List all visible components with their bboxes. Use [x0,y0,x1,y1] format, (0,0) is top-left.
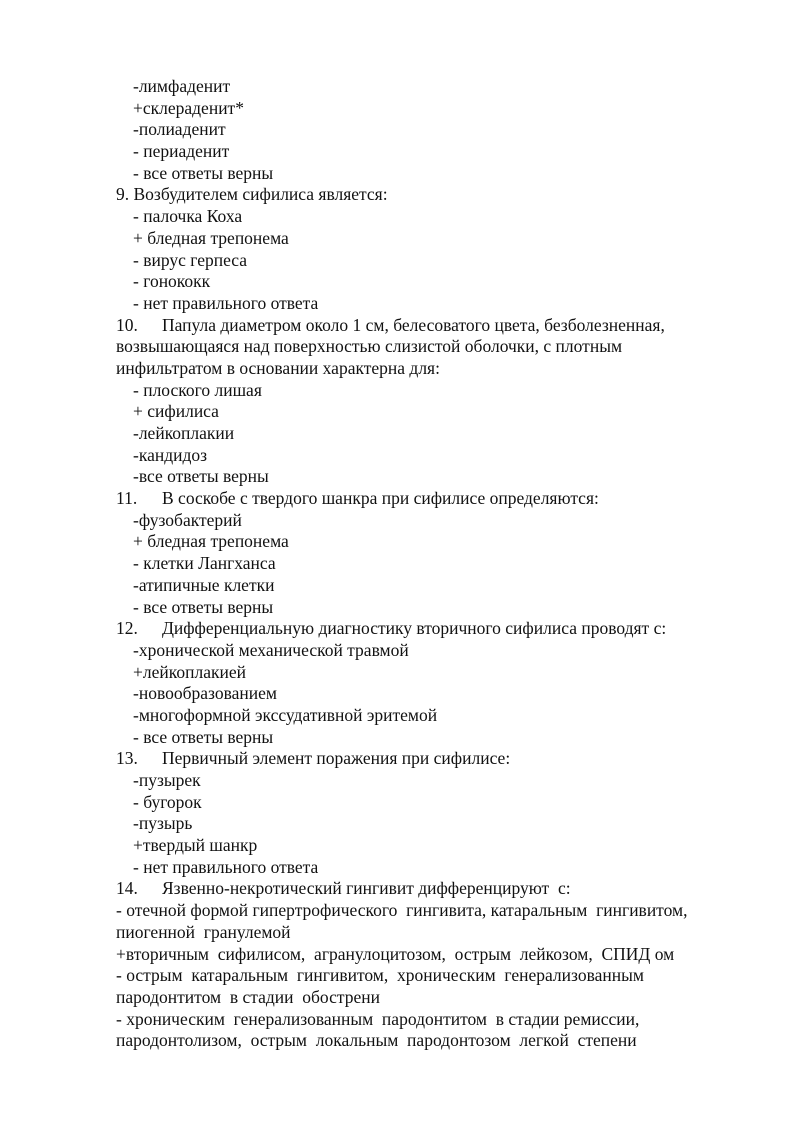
answer-option: - все ответы верны [133,162,274,183]
answer-option: - хроническим генерализованным пародонтитом в стадии ремиссии, [116,1008,640,1029]
question-number: 9. [116,184,130,205]
document-content [116,76,756,1052]
answer-option: -все ответы верны [133,466,269,487]
question-text-continued: инфильтратом в основании характерна для: [116,357,440,378]
question-text-continued: возвышающаяся над поверхностью слизистой оболочки, с плотным [116,336,623,357]
answer-option: - клетки Лангханса [133,553,276,574]
answer-option: -лимфаденит [133,76,231,96]
question-number: 12. [116,618,138,639]
answer-option: - гонококк [133,271,211,292]
question-number: 11. [116,488,138,509]
answer-option-continued: пиогенной гранулемой [116,921,291,942]
answer-option: - все ответы верны [133,726,274,747]
question-11 [116,488,756,510]
question-10 [116,315,756,337]
answer-option: -новообразованием [133,683,277,704]
question-text: В соскобе с твердого шанкра при сифилисе определяются: [162,488,599,509]
question-text: Возбудителем сифилиса является: [129,184,388,205]
question-number: 13. [116,748,138,769]
answer-option: -полиаденит [133,119,226,140]
question-13 [116,748,756,770]
question-text: Дифференциальную диагностику вторичного сифилиса проводят с: [162,618,667,639]
answer-option-continued: пародонтолизом, острым локальным пародонтозом легкой степени [116,1030,637,1051]
answer-option: + сифилиса [133,401,219,422]
answer-option: +вторичным сифилисом, агранулоцитозом, острым лейкозом, СПИД ом [116,943,675,964]
answer-option: + бледная трепонема [133,227,289,248]
answer-option: + бледная трепонема [133,531,289,552]
answer-option: -фузобактерий [133,509,242,530]
answer-option: - вирус герпеса [133,249,248,270]
answer-option: -пузырек [133,770,201,790]
question-9 [116,184,756,206]
question-14 [116,878,756,900]
answer-option: -атипичные клетки [133,574,275,595]
answer-option: - палочка Коха [133,206,243,227]
question-number: 10. [116,314,138,335]
answer-option: - нет правильного ответа [133,856,319,877]
answer-option: +склераденит* [133,97,244,118]
answer-option-continued: пародонтитом в стадии обострени [116,986,380,1007]
answer-option: -многоформной экссудативной эритемой [133,704,438,725]
question-12 [116,618,756,640]
answer-option: - периаденит [133,141,230,162]
question-number: 14. [116,878,138,899]
answer-option: - нет правильного ответа [133,292,319,313]
answer-option: - острым катаральным гингивитом, хроническим генерализованным [116,965,644,986]
answer-option: +твердый шанкр [133,835,258,856]
answer-option: -лейкоплакии [133,423,235,443]
question-text: Первичный элемент поражения при сифилисе: [162,748,511,769]
answer-option: - бугорок [133,791,202,812]
answer-option: - отечной формой гипертрофического гингивита, катаральным гингивитом, [116,900,688,921]
question-text: Папула диаметром около 1 см, белесоватого цвета, безболезненная, [162,314,665,335]
answer-option: - все ответы верны [133,596,274,617]
answer-option: -кандидоз [133,444,208,465]
answer-option: +лейкоплакией [133,661,246,682]
question-text: Язвенно-некротический гингивит дифференцируют с: [162,878,571,899]
answer-option: - плоского лишая [133,379,262,400]
answer-option: -пузырь [133,813,193,834]
answer-option: -хронической механической травмой [133,639,409,660]
